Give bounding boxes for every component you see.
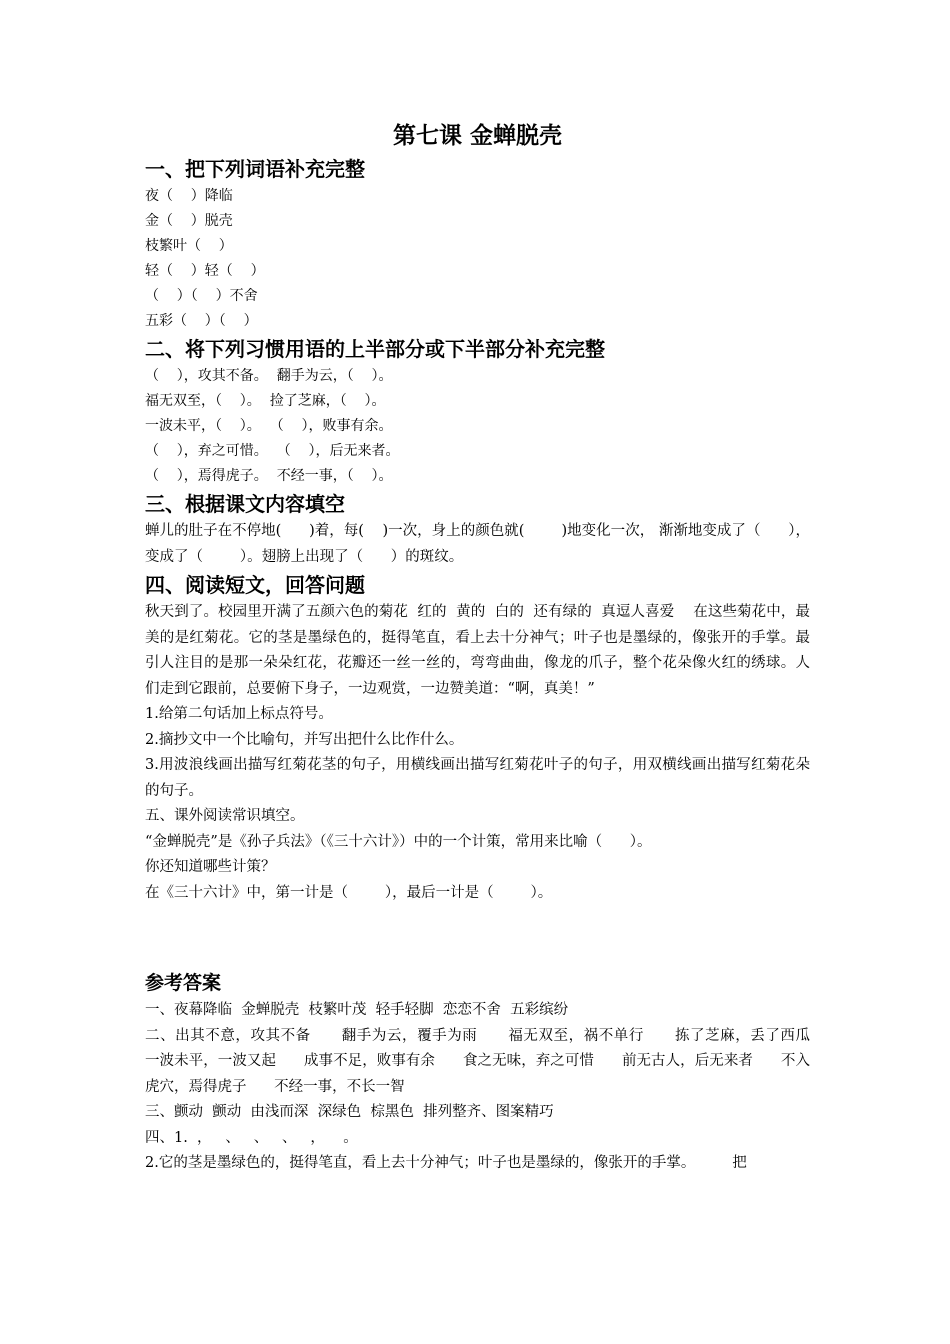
section-2-line: （ ），弃之可惜。 （ ），后无来者。 [145,443,400,459]
question-1: 1.给第二句话加上标点符号。 [145,706,333,722]
section-1-line: 五彩（ ）（ ） [145,313,258,329]
section-1-line: 枝繁叶（ ） [145,238,233,254]
answer-line: 一、夜幕降临 金蝉脱壳 枝繁叶茂 轻手轻脚 恋恋不舍 五彩缤纷 [145,1002,569,1018]
section-1-line: 金（ ）脱壳 [145,213,233,229]
section-2-line: 一波未平，（ ）。 （ ），败事有余。 [145,418,393,434]
reading-passage: 秋天到了。校园里开满了五颜六色的菊花 红的 黄的 白的 还有绿的 真逗人喜爱 在这些菊花中，最美的是红菊花。它的茎是墨绿色的，挺得笔直，看上去十分神气；叶子也是墨绿的，像张开的手掌。最引人注目的是那一朵朵红花，花瓣还一丝一丝的，弯弯曲曲，像龙的爪子，整个花朵像火红的绣球。人们走到它跟前，总要俯下身子，一边观赏，一边赞美道：“啊，真美！” [145,604,810,697]
section-1-line: 夜（ ）降临 [145,188,233,204]
section-2-line: （ ），焉得虎子。 不经一事，（ ）。 [145,468,393,484]
section-1-line: （ ）（ ）不舍 [145,288,258,304]
section-4-heading: 四、阅读短文，回答问题 [145,573,365,597]
section-3-heading: 三、根据课文内容填空 [145,492,345,516]
answer-line: 三、颤动 颤动 由浅而深 深绿色 棕黑色 排列整齐、图案精巧 [145,1104,554,1120]
section-3-paragraph: 蝉儿的肚子在不停地( )着，每( )一次，身上的颜色就( )地变化一次， 渐渐地变成了（ ），变成了（ ）。翅膀上出现了（ ）的斑纹。 [145,523,810,565]
section-2-heading: 二、将下列习惯用语的上半部分或下半部分补充完整 [145,337,605,361]
answer-line: 2.它的茎是墨绿色的，挺得笔直，看上去十分神气；叶子也是墨绿的，像张开的手掌。 把 [145,1155,747,1171]
section-1-heading: 一、把下列词语补充完整 [145,157,365,181]
section-3 [145,489,810,570]
section-1-line: 轻（ ）轻（ ） [145,263,265,279]
section-2-line: （ ），攻其不备。 翻手为云，（ ）。 [145,368,393,384]
answer-line: 二、出其不意，攻其不备 翻手为云，覆手为雨 福无双至，祸不单行 拣了芝麻，丢了西瓜 一波未平，一波又起 成事不足，败事有余 食之无味，弃之可惜 前无古人，后无来者 不入虎穴，焉得虎子 不经一事，不长一智 [145,1027,838,1095]
spacer [145,906,810,968]
section-5-heading: 五、课外阅读常识填空。 [145,808,305,824]
question-2: 2.摘抄文中一个比喻句，并写出把什么比作什么。 [145,731,464,748]
page-title: 第七课 金蝉脱壳 [392,123,562,149]
answer-key-heading: 参考答案 [145,972,222,994]
section-5-line: “金蝉脱壳”是《孙子兵法》（《三十六计》）中的一个计策，常用来比喻（ ）。 [145,833,652,850]
section-5 [145,804,810,906]
section-1 [145,154,810,334]
section-4 [145,570,810,804]
section-5-line: 在《三十六计》中，第一计是（ ），最后一计是（ ）。 [145,884,553,901]
question-3: 3.用波浪线画出描写红菊花茎的句子，用横线画出描写红菊花叶子的句子，用双横线画出描写红菊花朵的句子。 [145,757,810,799]
answer-key [145,968,838,1177]
section-5-line: 你还知道哪些计策？ [145,859,276,875]
section-2 [145,334,810,489]
document-page [145,118,838,1177]
section-2-line: 福无双至，（ ）。 捡了芝麻，（ ）。 [145,393,386,409]
answer-line: 四、1. ， 、 、 、 ， 。 [145,1129,358,1146]
